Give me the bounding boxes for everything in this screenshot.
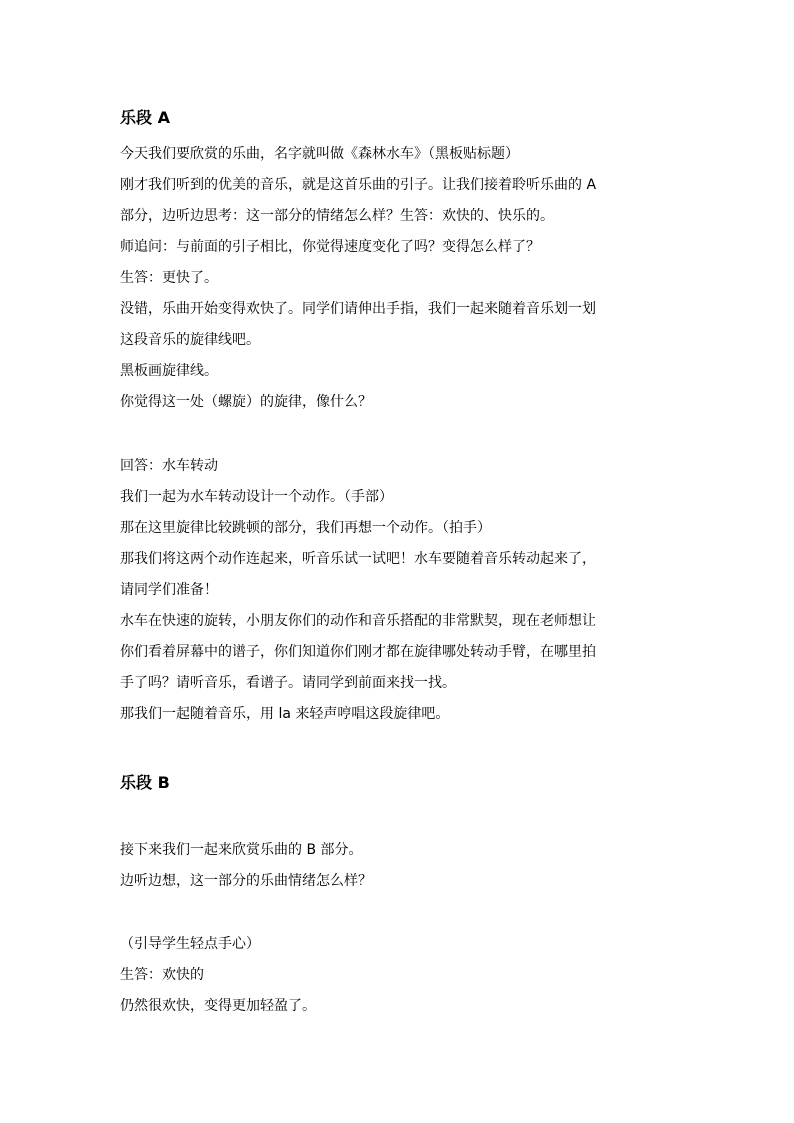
section-b-heading: 乐段 B (120, 773, 170, 792)
section-a-line-15: 水车在快速的旋转，小朋友你们的动作和音乐搭配的非常默契，现在老师想让 (120, 613, 596, 629)
section-b-line-2: 边听边想，这一部分的乐曲情绪怎么样？ (120, 873, 372, 889)
section-a-line-6: 没错，乐曲开始变得欢快了。同学们请伸出手指，我们一起来随着音乐划一划 (120, 301, 596, 317)
section-a-line-4: 师追问：与前面的引子相比，你觉得速度变化了吗？变得怎么样了？ (120, 239, 540, 255)
section-a-line-14: 请同学们准备！ (120, 582, 218, 598)
section-a-line-2: 刚才我们听到的优美的音乐，就是这首乐曲的引子。让我们接着聆听乐曲的 A (120, 177, 597, 193)
section-a-line-16: 你们看着屏幕中的谱子，你们知道你们刚才都在旋律哪处转动手臂，在哪里拍 (120, 644, 596, 660)
section-a-line-5: 生答：更快了。 (120, 270, 218, 286)
section-a-line-9: 你觉得这一处（螺旋）的旋律，像什么？ (120, 394, 372, 410)
section-b-line-5: 仍然很欢快，变得更加轻盈了。 (120, 998, 316, 1014)
section-a-line-17: 手了吗？请听音乐，看谱子。请同学到前面来找一找。 (120, 675, 456, 691)
section-a-line-7: 这段音乐的旋律线吧。 (120, 332, 260, 348)
section-a-line-12: 那在这里旋律比较跳顿的部分，我们再想一个动作。（拍手） (120, 520, 491, 536)
section-a-line-11: 我们一起为水车转动设计一个动作。（手部） (120, 489, 393, 505)
section-a-heading: 乐段 A (120, 108, 170, 127)
section-a-line-18: 那我们一起随着音乐，用 la 来轻声哼唱这段旋律吧。 (120, 706, 450, 722)
section-a-line-8: 黑板画旋律线。 (120, 363, 218, 379)
section-a-line-10: 回答：水车转动 (120, 458, 218, 474)
section-a-line-3: 部分，边听边思考：这一部分的情绪怎么样？生答：欢快的、快乐的。 (120, 208, 554, 224)
section-a-line-13: 那我们将这两个动作连起来，听音乐试一试吧！水车要随着音乐转动起来了， (120, 551, 596, 567)
section-b-line-3: （引导学生轻点手心） (120, 936, 260, 952)
section-b-line-1: 接下来我们一起来欣赏乐曲的 B 部分。 (120, 842, 363, 858)
section-a-line-1: 今天我们要欣赏的乐曲，名字就叫做《森林水车》（黑板贴标题） (120, 146, 519, 162)
section-b-line-4: 生答：欢快的 (120, 967, 204, 983)
